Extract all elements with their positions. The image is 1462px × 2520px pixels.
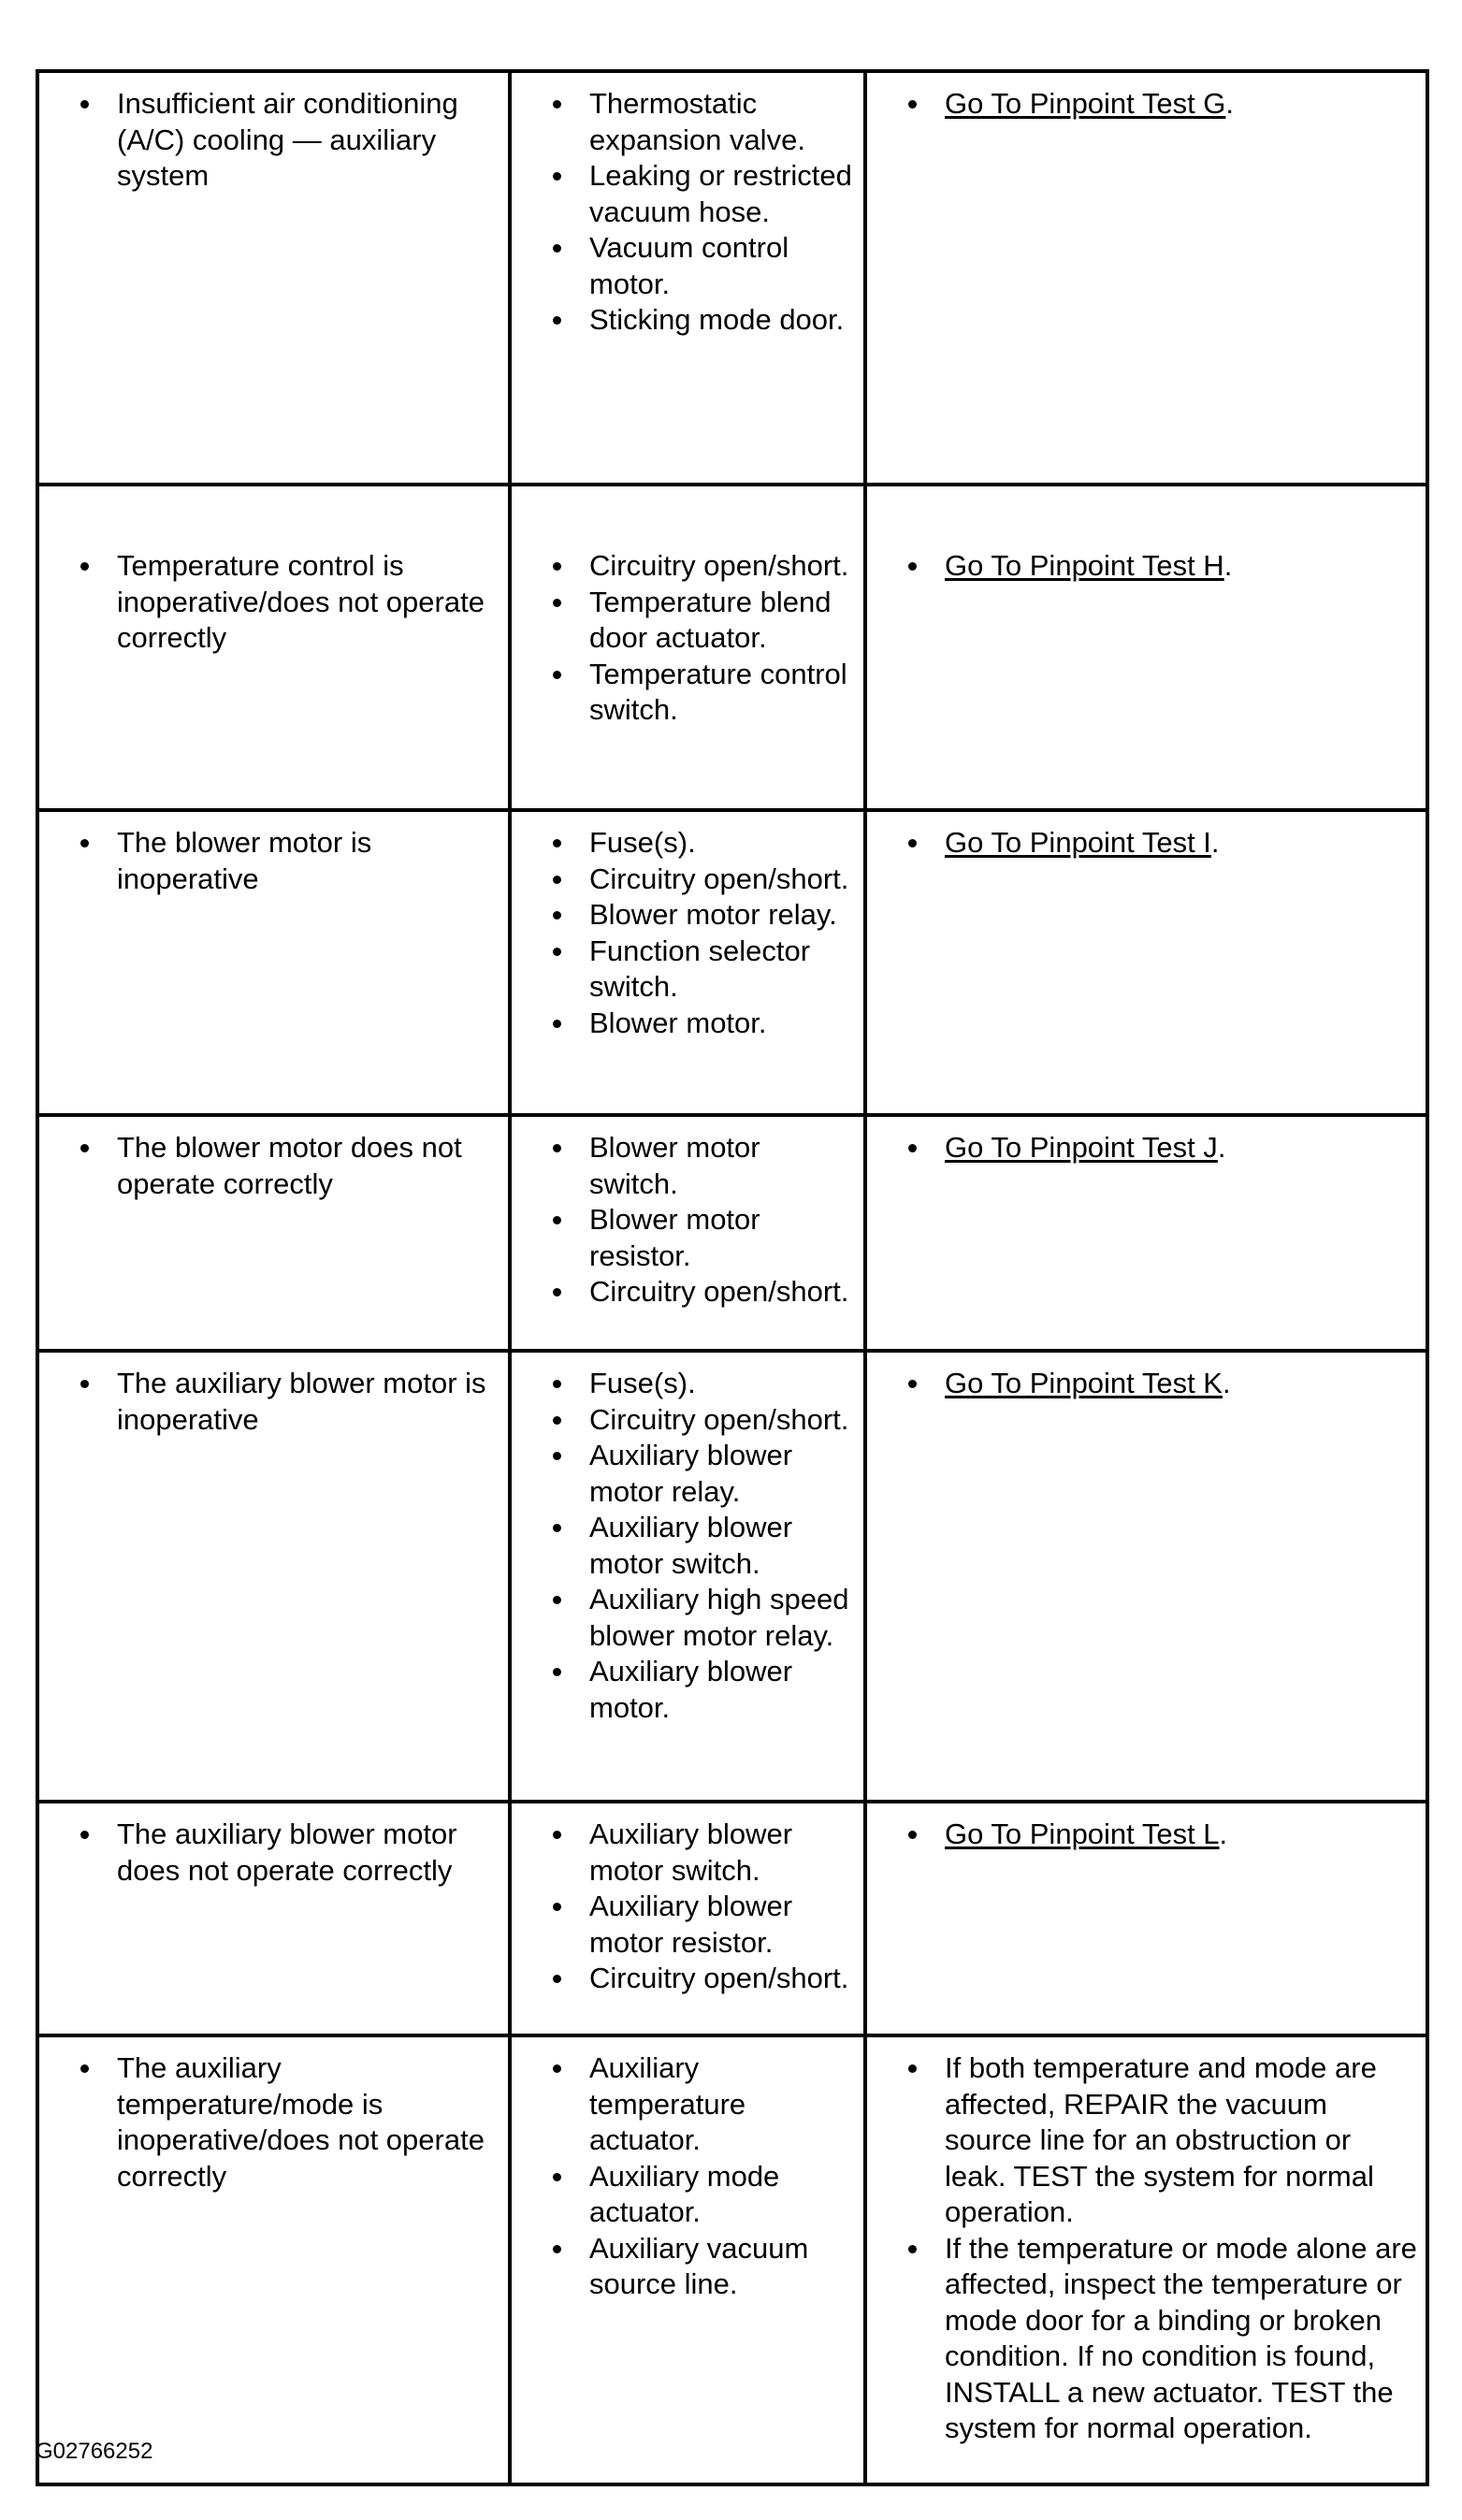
action-suffix: . bbox=[1223, 549, 1233, 582]
condition-text: The blower motor does not operate correctly bbox=[117, 1130, 500, 1202]
condition-cell bbox=[37, 1802, 510, 2035]
possible-source-item: Auxiliary vacuum source line. bbox=[589, 2231, 856, 2303]
possible-source-item: Leaking or restricted vacuum hose. bbox=[589, 158, 856, 230]
condition-text: The blower motor is inoperative bbox=[117, 825, 500, 897]
table-row bbox=[37, 810, 1427, 1115]
action-suffix: . bbox=[1219, 1818, 1228, 1850]
possible-source-item: Blower motor relay. bbox=[589, 897, 856, 934]
possible-source-item: Circuitry open/short. bbox=[589, 1402, 856, 1439]
possible-source-item: Sticking mode door. bbox=[589, 302, 856, 339]
pinpoint-test-link[interactable]: Go To Pinpoint Test G bbox=[945, 87, 1226, 120]
condition-cell bbox=[37, 810, 510, 1115]
table-row bbox=[37, 485, 1427, 810]
table-row bbox=[37, 1802, 1427, 2035]
action-suffix: . bbox=[1225, 87, 1235, 120]
table-row bbox=[37, 1115, 1427, 1351]
possible-source-item: Temperature blend door actuator. bbox=[589, 585, 856, 657]
possible-source-cell bbox=[510, 485, 865, 810]
condition-text: Temperature control is inoperative/does not operate correctly bbox=[117, 548, 500, 657]
pinpoint-test-link[interactable]: Go To Pinpoint Test J bbox=[945, 1131, 1218, 1164]
pinpoint-test-link[interactable]: Go To Pinpoint Test L bbox=[945, 1818, 1220, 1850]
action-item bbox=[945, 1130, 1418, 1166]
possible-source-item: Auxiliary blower motor switch. bbox=[589, 1817, 856, 1889]
action-cell bbox=[865, 71, 1427, 485]
condition-cell bbox=[37, 1115, 510, 1351]
possible-source-item: Function selector switch. bbox=[589, 934, 856, 1006]
action-item: If the temperature or mode alone are affected, inspect the temperature or mode door for a binding or broken condition. If no condition is found, INSTALL a new actuator. TEST the system for normal operation. bbox=[945, 2231, 1418, 2447]
figure-id: G02766252 bbox=[36, 2439, 153, 2464]
action-item bbox=[945, 1817, 1418, 1853]
action-item bbox=[945, 825, 1418, 862]
possible-source-cell bbox=[510, 71, 865, 485]
possible-source-item: Circuitry open/short. bbox=[589, 862, 856, 898]
action-cell bbox=[865, 1802, 1427, 2035]
action-item bbox=[945, 86, 1418, 123]
condition-cell bbox=[37, 485, 510, 810]
condition-text: The auxiliary blower motor is inoperative bbox=[117, 1366, 500, 1438]
possible-source-item: Fuse(s). bbox=[589, 1366, 856, 1402]
possible-source-item: Fuse(s). bbox=[589, 825, 856, 862]
action-suffix: . bbox=[1210, 826, 1220, 859]
possible-source-item: Auxiliary blower motor relay. bbox=[589, 1438, 856, 1510]
pinpoint-test-link[interactable]: Go To Pinpoint Test K bbox=[945, 1367, 1223, 1399]
action-suffix: . bbox=[1222, 1367, 1231, 1399]
action-cell bbox=[865, 2035, 1427, 2484]
possible-source-item: Auxiliary blower motor switch. bbox=[589, 1510, 856, 1582]
possible-source-item: Vacuum control motor. bbox=[589, 230, 856, 302]
possible-source-cell bbox=[510, 2035, 865, 2484]
possible-source-cell bbox=[510, 1115, 865, 1351]
possible-source-item: Blower motor switch. bbox=[589, 1130, 856, 1202]
condition-cell bbox=[37, 1351, 510, 1802]
possible-source-cell bbox=[510, 1802, 865, 2035]
condition-text: The auxiliary blower motor does not operate correctly bbox=[117, 1817, 500, 1889]
action-cell bbox=[865, 485, 1427, 810]
pinpoint-test-link[interactable]: Go To Pinpoint Test H bbox=[945, 549, 1224, 582]
possible-source-item: Temperature control switch. bbox=[589, 657, 856, 729]
possible-source-item: Thermostatic expansion valve. bbox=[589, 86, 856, 158]
possible-source-item: Auxiliary blower motor. bbox=[589, 1654, 856, 1726]
condition-text: Insufficient air conditioning (A/C) cooling — auxiliary system bbox=[117, 86, 500, 195]
table-row bbox=[37, 1351, 1427, 1802]
action-item: If both temperature and mode are affected, REPAIR the vacuum source line for an obstruction or leak. TEST the system for normal operation. bbox=[945, 2050, 1418, 2231]
pinpoint-test-link[interactable]: Go To Pinpoint Test I bbox=[945, 826, 1211, 859]
symptom-chart-table bbox=[36, 69, 1429, 2486]
possible-source-item: Circuitry open/short. bbox=[589, 1961, 856, 1997]
action-cell bbox=[865, 810, 1427, 1115]
possible-source-item: Auxiliary blower motor resistor. bbox=[589, 1889, 856, 1961]
possible-source-item: Auxiliary high speed blower motor relay. bbox=[589, 1582, 856, 1654]
possible-source-item: Auxiliary mode actuator. bbox=[589, 2159, 856, 2231]
table-row bbox=[37, 2035, 1427, 2484]
possible-source-item: Circuitry open/short. bbox=[589, 1274, 856, 1311]
condition-text: The auxiliary temperature/mode is inoperative/does not operate correctly bbox=[117, 2050, 500, 2194]
possible-source-item: Blower motor. bbox=[589, 1006, 856, 1042]
action-suffix: . bbox=[1217, 1131, 1226, 1164]
possible-source-cell bbox=[510, 810, 865, 1115]
condition-cell bbox=[37, 2035, 510, 2484]
condition-cell bbox=[37, 71, 510, 485]
possible-source-item: Blower motor resistor. bbox=[589, 1202, 856, 1274]
action-item bbox=[945, 548, 1418, 585]
possible-source-item: Auxiliary temperature actuator. bbox=[589, 2050, 856, 2159]
table-row bbox=[37, 71, 1427, 485]
possible-source-cell bbox=[510, 1351, 865, 1802]
action-item bbox=[945, 1366, 1418, 1402]
action-cell bbox=[865, 1115, 1427, 1351]
possible-source-item: Circuitry open/short. bbox=[589, 548, 856, 585]
action-cell bbox=[865, 1351, 1427, 1802]
